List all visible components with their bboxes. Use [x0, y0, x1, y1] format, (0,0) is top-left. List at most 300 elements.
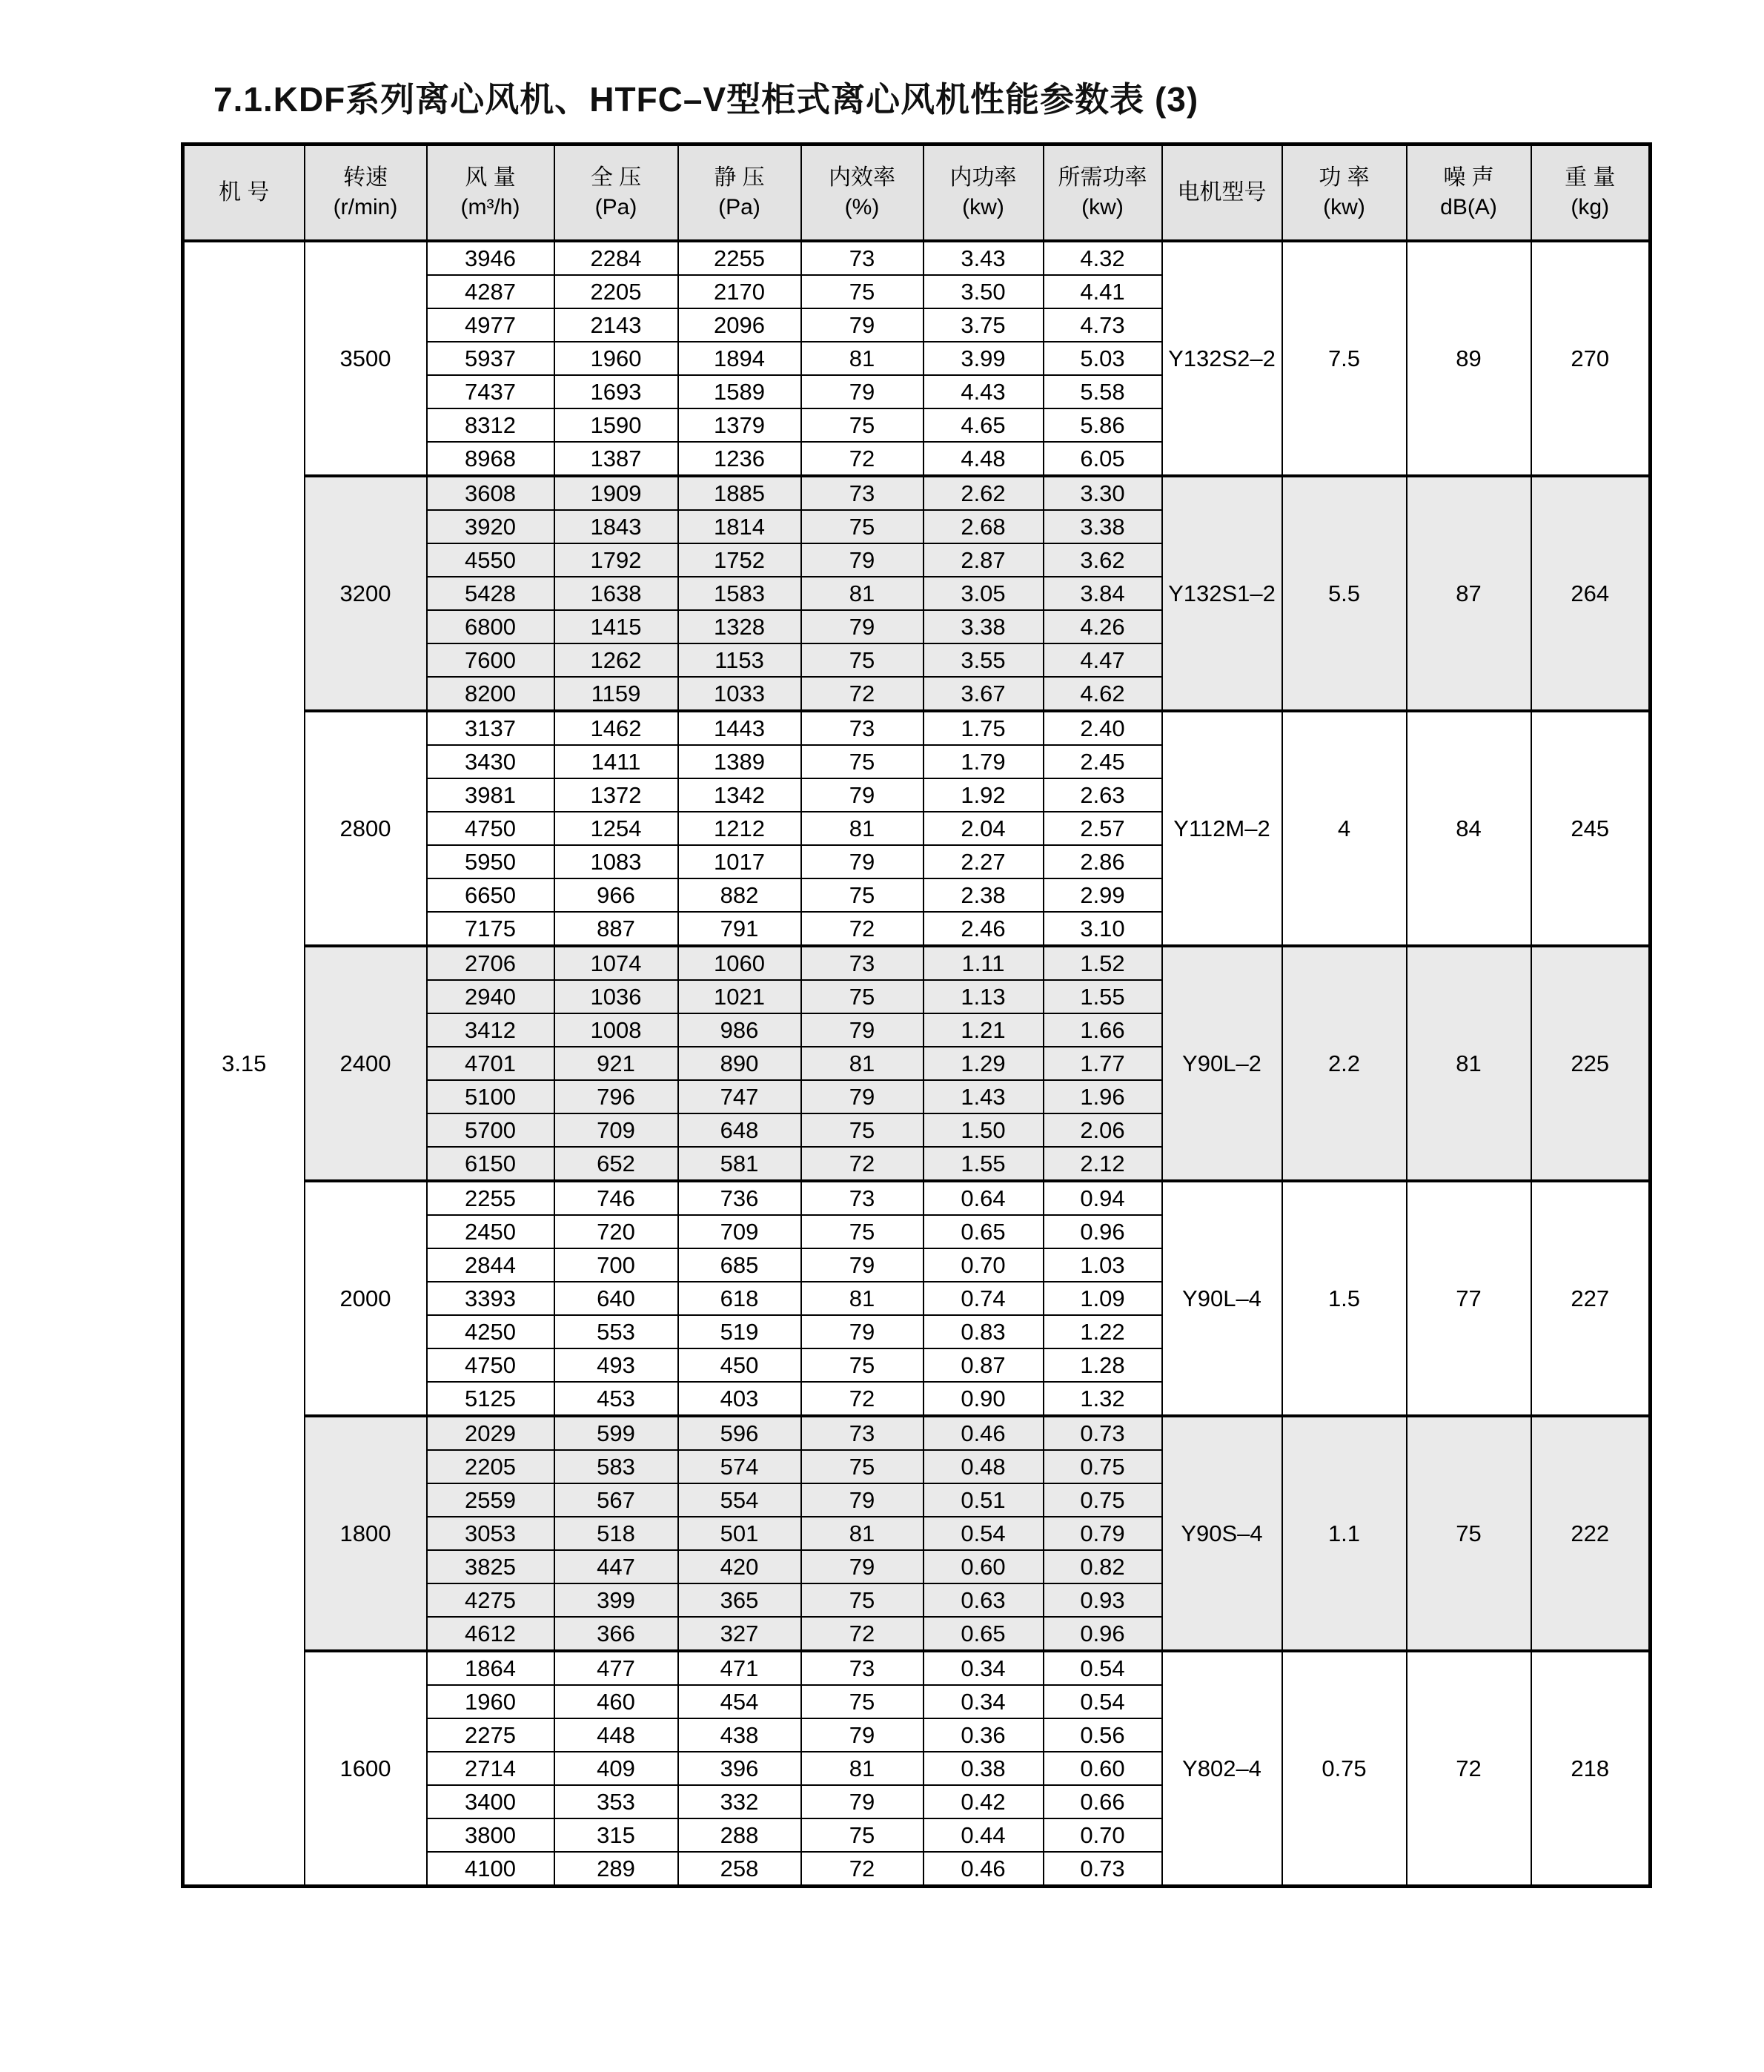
data-row: [183, 711, 1651, 745]
static-pressure-cell: 454: [678, 1685, 801, 1718]
efficiency-cell: 72: [801, 912, 924, 946]
efficiency-cell: 79: [801, 543, 924, 577]
header-unit-total_pressure: (Pa): [594, 195, 637, 219]
internal-power-cell: 0.74: [924, 1282, 1044, 1315]
internal-power-cell: 0.46: [924, 1416, 1044, 1450]
flow-cell: 1864: [427, 1651, 554, 1685]
speed-cell: 2400: [305, 946, 427, 1181]
static-pressure-cell: 596: [678, 1416, 801, 1450]
total-pressure-cell: 477: [554, 1651, 678, 1685]
flow-cell: 7437: [427, 375, 554, 408]
flow-cell: 2706: [427, 946, 554, 980]
internal-power-cell: 0.38: [924, 1752, 1044, 1785]
efficiency-cell: 79: [801, 308, 924, 342]
static-pressure-cell: 1379: [678, 408, 801, 442]
total-pressure-cell: 599: [554, 1416, 678, 1450]
required-power-cell: 0.54: [1044, 1651, 1162, 1685]
data-row: [183, 476, 1651, 510]
noise-cell: 72: [1407, 1651, 1531, 1887]
flow-cell: 6150: [427, 1147, 554, 1181]
flow-cell: 6800: [427, 610, 554, 643]
required-power-cell: 2.40: [1044, 711, 1162, 745]
header-label-efficiency: 内效率: [829, 165, 895, 190]
header-unit-flow: (m³/h): [460, 195, 520, 219]
required-power-cell: 2.12: [1044, 1147, 1162, 1181]
header-label-weight: 重 量: [1565, 165, 1616, 190]
required-power-cell: 3.62: [1044, 543, 1162, 577]
flow-cell: 4701: [427, 1047, 554, 1080]
total-pressure-cell: 746: [554, 1181, 678, 1215]
flow-cell: 2205: [427, 1450, 554, 1483]
static-pressure-cell: 327: [678, 1617, 801, 1651]
total-pressure-cell: 518: [554, 1517, 678, 1550]
header-label-machine: 机 号: [219, 180, 270, 205]
flow-cell: 2029: [427, 1416, 554, 1450]
flow-cell: 4750: [427, 812, 554, 845]
efficiency-cell: 75: [801, 1348, 924, 1382]
internal-power-cell: 0.51: [924, 1483, 1044, 1517]
flow-cell: 3920: [427, 510, 554, 543]
internal-power-cell: 4.65: [924, 408, 1044, 442]
required-power-cell: 1.03: [1044, 1248, 1162, 1282]
noise-cell: 81: [1407, 946, 1531, 1181]
table-container: [181, 142, 1652, 1888]
flow-cell: 4750: [427, 1348, 554, 1382]
static-pressure-cell: 1033: [678, 677, 801, 711]
flow-cell: 2714: [427, 1752, 554, 1785]
efficiency-cell: 81: [801, 1517, 924, 1550]
header-unit-speed: (r/min): [333, 195, 398, 219]
efficiency-cell: 73: [801, 711, 924, 745]
flow-cell: 3800: [427, 1818, 554, 1852]
total-pressure-cell: 567: [554, 1483, 678, 1517]
efficiency-cell: 73: [801, 1416, 924, 1450]
static-pressure-cell: 258: [678, 1852, 801, 1887]
static-pressure-cell: 709: [678, 1215, 801, 1248]
efficiency-cell: 72: [801, 442, 924, 476]
motor-model-cell: Y90L–4: [1162, 1181, 1282, 1416]
motor-model-cell: Y90S–4: [1162, 1416, 1282, 1651]
efficiency-cell: 79: [801, 375, 924, 408]
total-pressure-cell: 1590: [554, 408, 678, 442]
flow-cell: 4275: [427, 1583, 554, 1617]
efficiency-cell: 75: [801, 643, 924, 677]
header-label-noise: 噪 声: [1443, 165, 1494, 190]
internal-power-cell: 2.62: [924, 476, 1044, 510]
motor-model-cell: Y132S2–2: [1162, 241, 1282, 476]
header-label-internal_power: 内功率: [949, 165, 1017, 190]
machine-no-cell: 3.15: [183, 241, 305, 1887]
internal-power-cell: 0.64: [924, 1181, 1044, 1215]
required-power-cell: 2.99: [1044, 878, 1162, 912]
flow-cell: 2844: [427, 1248, 554, 1282]
static-pressure-cell: 332: [678, 1785, 801, 1818]
static-pressure-cell: 1589: [678, 375, 801, 408]
required-power-cell: 0.75: [1044, 1483, 1162, 1517]
table-body: [183, 241, 1651, 1887]
speed-cell: 3200: [305, 476, 427, 711]
header-unit-noise: dB(A): [1440, 195, 1497, 219]
header-weight: [1531, 145, 1651, 242]
efficiency-cell: 81: [801, 1752, 924, 1785]
data-row: [183, 946, 1651, 980]
internal-power-cell: 1.92: [924, 778, 1044, 812]
efficiency-cell: 75: [801, 275, 924, 308]
required-power-cell: 1.55: [1044, 980, 1162, 1013]
required-power-cell: 1.32: [1044, 1382, 1162, 1416]
internal-power-cell: 0.54: [924, 1517, 1044, 1550]
total-pressure-cell: 2205: [554, 275, 678, 308]
motor-power-cell: 7.5: [1282, 241, 1407, 476]
efficiency-cell: 75: [801, 745, 924, 778]
required-power-cell: 4.73: [1044, 308, 1162, 342]
internal-power-cell: 1.43: [924, 1080, 1044, 1113]
internal-power-cell: 1.21: [924, 1013, 1044, 1047]
total-pressure-cell: 1792: [554, 543, 678, 577]
static-pressure-cell: 736: [678, 1181, 801, 1215]
weight-cell: 264: [1531, 476, 1651, 711]
total-pressure-cell: 448: [554, 1718, 678, 1752]
internal-power-cell: 0.60: [924, 1550, 1044, 1583]
efficiency-cell: 79: [801, 845, 924, 878]
static-pressure-cell: 1021: [678, 980, 801, 1013]
internal-power-cell: 0.63: [924, 1583, 1044, 1617]
data-row: [183, 1416, 1651, 1450]
header-efficiency: [801, 145, 924, 242]
total-pressure-cell: 1462: [554, 711, 678, 745]
efficiency-cell: 79: [801, 1080, 924, 1113]
speed-cell: 2800: [305, 711, 427, 946]
weight-cell: 227: [1531, 1181, 1651, 1416]
header-motor_model: [1162, 145, 1282, 242]
required-power-cell: 1.77: [1044, 1047, 1162, 1080]
speed-cell: 3500: [305, 241, 427, 476]
static-pressure-cell: 288: [678, 1818, 801, 1852]
flow-cell: 5937: [427, 342, 554, 375]
internal-power-cell: 0.42: [924, 1785, 1044, 1818]
total-pressure-cell: 1254: [554, 812, 678, 845]
header-static_pressure: [678, 145, 801, 242]
motor-power-cell: 1.1: [1282, 1416, 1407, 1651]
static-pressure-cell: 2170: [678, 275, 801, 308]
internal-power-cell: 2.46: [924, 912, 1044, 946]
efficiency-cell: 75: [801, 408, 924, 442]
efficiency-cell: 72: [801, 677, 924, 711]
total-pressure-cell: 1415: [554, 610, 678, 643]
static-pressure-cell: 420: [678, 1550, 801, 1583]
efficiency-cell: 79: [801, 1785, 924, 1818]
internal-power-cell: 1.79: [924, 745, 1044, 778]
required-power-cell: 4.32: [1044, 241, 1162, 275]
static-pressure-cell: 1583: [678, 577, 801, 610]
efficiency-cell: 79: [801, 610, 924, 643]
static-pressure-cell: 2096: [678, 308, 801, 342]
motor-power-cell: 0.75: [1282, 1651, 1407, 1887]
efficiency-cell: 79: [801, 1483, 924, 1517]
header-noise: [1407, 145, 1531, 242]
static-pressure-cell: 1236: [678, 442, 801, 476]
header-label-static_pressure: 静 压: [714, 165, 765, 190]
internal-power-cell: 3.67: [924, 677, 1044, 711]
flow-cell: 2450: [427, 1215, 554, 1248]
static-pressure-cell: 574: [678, 1450, 801, 1483]
required-power-cell: 0.75: [1044, 1450, 1162, 1483]
internal-power-cell: 3.99: [924, 342, 1044, 375]
required-power-cell: 6.05: [1044, 442, 1162, 476]
static-pressure-cell: 1153: [678, 643, 801, 677]
required-power-cell: 0.79: [1044, 1517, 1162, 1550]
total-pressure-cell: 1262: [554, 643, 678, 677]
required-power-cell: 0.82: [1044, 1550, 1162, 1583]
noise-cell: 87: [1407, 476, 1531, 711]
static-pressure-cell: 1212: [678, 812, 801, 845]
required-power-cell: 1.96: [1044, 1080, 1162, 1113]
static-pressure-cell: 1328: [678, 610, 801, 643]
static-pressure-cell: 501: [678, 1517, 801, 1550]
static-pressure-cell: 1814: [678, 510, 801, 543]
data-row: [183, 1651, 1651, 1685]
static-pressure-cell: 396: [678, 1752, 801, 1785]
internal-power-cell: 0.34: [924, 1685, 1044, 1718]
required-power-cell: 1.22: [1044, 1315, 1162, 1348]
flow-cell: 8968: [427, 442, 554, 476]
static-pressure-cell: 365: [678, 1583, 801, 1617]
motor-power-cell: 1.5: [1282, 1181, 1407, 1416]
static-pressure-cell: 1017: [678, 845, 801, 878]
static-pressure-cell: 1389: [678, 745, 801, 778]
static-pressure-cell: 438: [678, 1718, 801, 1752]
efficiency-cell: 75: [801, 1450, 924, 1483]
flow-cell: 3137: [427, 711, 554, 745]
motor-model-cell: Y90L–2: [1162, 946, 1282, 1181]
efficiency-cell: 75: [801, 510, 924, 543]
flow-cell: 2275: [427, 1718, 554, 1752]
motor-model-cell: Y802–4: [1162, 1651, 1282, 1887]
flow-cell: 3430: [427, 745, 554, 778]
efficiency-cell: 79: [801, 1248, 924, 1282]
internal-power-cell: 1.29: [924, 1047, 1044, 1080]
noise-cell: 75: [1407, 1416, 1531, 1651]
internal-power-cell: 2.04: [924, 812, 1044, 845]
internal-power-cell: 2.27: [924, 845, 1044, 878]
efficiency-cell: 73: [801, 476, 924, 510]
total-pressure-cell: 1083: [554, 845, 678, 878]
internal-power-cell: 3.05: [924, 577, 1044, 610]
weight-cell: 222: [1531, 1416, 1651, 1651]
required-power-cell: 2.57: [1044, 812, 1162, 845]
data-row: [183, 1181, 1651, 1215]
flow-cell: 2255: [427, 1181, 554, 1215]
static-pressure-cell: 1885: [678, 476, 801, 510]
total-pressure-cell: 1638: [554, 577, 678, 610]
efficiency-cell: 75: [801, 1818, 924, 1852]
total-pressure-cell: 447: [554, 1550, 678, 1583]
total-pressure-cell: 887: [554, 912, 678, 946]
total-pressure-cell: 1036: [554, 980, 678, 1013]
internal-power-cell: 3.55: [924, 643, 1044, 677]
required-power-cell: 4.62: [1044, 677, 1162, 711]
required-power-cell: 2.45: [1044, 745, 1162, 778]
efficiency-cell: 72: [801, 1147, 924, 1181]
total-pressure-cell: 720: [554, 1215, 678, 1248]
noise-cell: 84: [1407, 711, 1531, 946]
flow-cell: 3608: [427, 476, 554, 510]
flow-cell: 4250: [427, 1315, 554, 1348]
table-header: [183, 145, 1651, 242]
flow-cell: 3393: [427, 1282, 554, 1315]
static-pressure-cell: 554: [678, 1483, 801, 1517]
header-flow: [427, 145, 554, 242]
static-pressure-cell: 471: [678, 1651, 801, 1685]
motor-model-cell: Y112M–2: [1162, 711, 1282, 946]
efficiency-cell: 72: [801, 1852, 924, 1887]
fan-performance-table: [181, 142, 1652, 1888]
efficiency-cell: 81: [801, 1047, 924, 1080]
total-pressure-cell: 409: [554, 1752, 678, 1785]
internal-power-cell: 4.48: [924, 442, 1044, 476]
static-pressure-cell: 890: [678, 1047, 801, 1080]
header-total_pressure: [554, 145, 678, 242]
required-power-cell: 0.60: [1044, 1752, 1162, 1785]
flow-cell: 4612: [427, 1617, 554, 1651]
efficiency-cell: 73: [801, 1651, 924, 1685]
efficiency-cell: 79: [801, 1013, 924, 1047]
static-pressure-cell: 685: [678, 1248, 801, 1282]
flow-cell: 2559: [427, 1483, 554, 1517]
total-pressure-cell: 460: [554, 1685, 678, 1718]
total-pressure-cell: 353: [554, 1785, 678, 1818]
header-unit-efficiency: (%): [844, 195, 880, 219]
header-internal_power: [924, 145, 1044, 242]
internal-power-cell: 0.65: [924, 1617, 1044, 1651]
required-power-cell: 3.84: [1044, 577, 1162, 610]
flow-cell: 1960: [427, 1685, 554, 1718]
motor-power-cell: 4: [1282, 711, 1407, 946]
internal-power-cell: 3.75: [924, 308, 1044, 342]
flow-cell: 5100: [427, 1080, 554, 1113]
required-power-cell: 4.47: [1044, 643, 1162, 677]
internal-power-cell: 0.34: [924, 1651, 1044, 1685]
required-power-cell: 1.28: [1044, 1348, 1162, 1382]
internal-power-cell: 2.87: [924, 543, 1044, 577]
internal-power-cell: 0.48: [924, 1450, 1044, 1483]
flow-cell: 5700: [427, 1113, 554, 1147]
required-power-cell: 1.52: [1044, 946, 1162, 980]
required-power-cell: 2.86: [1044, 845, 1162, 878]
static-pressure-cell: 747: [678, 1080, 801, 1113]
total-pressure-cell: 1411: [554, 745, 678, 778]
static-pressure-cell: 1060: [678, 946, 801, 980]
speed-cell: 1800: [305, 1416, 427, 1651]
required-power-cell: 0.96: [1044, 1617, 1162, 1651]
header-label-total_pressure: 全 压: [590, 165, 642, 190]
total-pressure-cell: 1909: [554, 476, 678, 510]
efficiency-cell: 73: [801, 241, 924, 275]
total-pressure-cell: 2284: [554, 241, 678, 275]
total-pressure-cell: 1693: [554, 375, 678, 408]
flow-cell: 3946: [427, 241, 554, 275]
static-pressure-cell: 648: [678, 1113, 801, 1147]
header-speed: [305, 145, 427, 242]
header-unit-static_pressure: (Pa): [718, 195, 760, 219]
flow-cell: 7600: [427, 643, 554, 677]
static-pressure-cell: 2255: [678, 241, 801, 275]
total-pressure-cell: 2143: [554, 308, 678, 342]
required-power-cell: 5.03: [1044, 342, 1162, 375]
total-pressure-cell: 493: [554, 1348, 678, 1382]
required-power-cell: 2.06: [1044, 1113, 1162, 1147]
static-pressure-cell: 1443: [678, 711, 801, 745]
data-row: [183, 241, 1651, 275]
static-pressure-cell: 519: [678, 1315, 801, 1348]
header-unit-internal_power: (kw): [962, 195, 1004, 219]
efficiency-cell: 79: [801, 1718, 924, 1752]
efficiency-cell: 81: [801, 577, 924, 610]
internal-power-cell: 1.13: [924, 980, 1044, 1013]
total-pressure-cell: 1387: [554, 442, 678, 476]
total-pressure-cell: 966: [554, 878, 678, 912]
required-power-cell: 1.09: [1044, 1282, 1162, 1315]
static-pressure-cell: 403: [678, 1382, 801, 1416]
weight-cell: 218: [1531, 1651, 1651, 1887]
required-power-cell: 3.38: [1044, 510, 1162, 543]
internal-power-cell: 0.90: [924, 1382, 1044, 1416]
efficiency-cell: 79: [801, 1315, 924, 1348]
header-label-required_power: 所需功率: [1058, 165, 1147, 190]
internal-power-cell: 0.83: [924, 1315, 1044, 1348]
header-machine: [183, 145, 305, 242]
efficiency-cell: 75: [801, 1583, 924, 1617]
static-pressure-cell: 1752: [678, 543, 801, 577]
internal-power-cell: 1.11: [924, 946, 1044, 980]
required-power-cell: 4.26: [1044, 610, 1162, 643]
total-pressure-cell: 1843: [554, 510, 678, 543]
weight-cell: 270: [1531, 241, 1651, 476]
total-pressure-cell: 1372: [554, 778, 678, 812]
internal-power-cell: 3.43: [924, 241, 1044, 275]
efficiency-cell: 75: [801, 980, 924, 1013]
total-pressure-cell: 453: [554, 1382, 678, 1416]
efficiency-cell: 79: [801, 778, 924, 812]
motor-model-cell: Y132S1–2: [1162, 476, 1282, 711]
weight-cell: 225: [1531, 946, 1651, 1181]
efficiency-cell: 81: [801, 1282, 924, 1315]
required-power-cell: 0.73: [1044, 1416, 1162, 1450]
efficiency-cell: 72: [801, 1617, 924, 1651]
header-label-motor_model: 电机型号: [1177, 180, 1267, 205]
total-pressure-cell: 553: [554, 1315, 678, 1348]
internal-power-cell: 4.43: [924, 375, 1044, 408]
internal-power-cell: 3.50: [924, 275, 1044, 308]
speed-cell: 1600: [305, 1651, 427, 1887]
required-power-cell: 0.94: [1044, 1181, 1162, 1215]
efficiency-cell: 75: [801, 1113, 924, 1147]
internal-power-cell: 3.38: [924, 610, 1044, 643]
internal-power-cell: 1.50: [924, 1113, 1044, 1147]
total-pressure-cell: 1960: [554, 342, 678, 375]
required-power-cell: 4.41: [1044, 275, 1162, 308]
efficiency-cell: 79: [801, 1550, 924, 1583]
header-required_power: [1044, 145, 1162, 242]
required-power-cell: 5.86: [1044, 408, 1162, 442]
static-pressure-cell: 581: [678, 1147, 801, 1181]
efficiency-cell: 81: [801, 812, 924, 845]
flow-cell: 4287: [427, 275, 554, 308]
header-label-speed: 转速: [343, 165, 388, 190]
flow-cell: 6650: [427, 878, 554, 912]
required-power-cell: 0.66: [1044, 1785, 1162, 1818]
total-pressure-cell: 652: [554, 1147, 678, 1181]
